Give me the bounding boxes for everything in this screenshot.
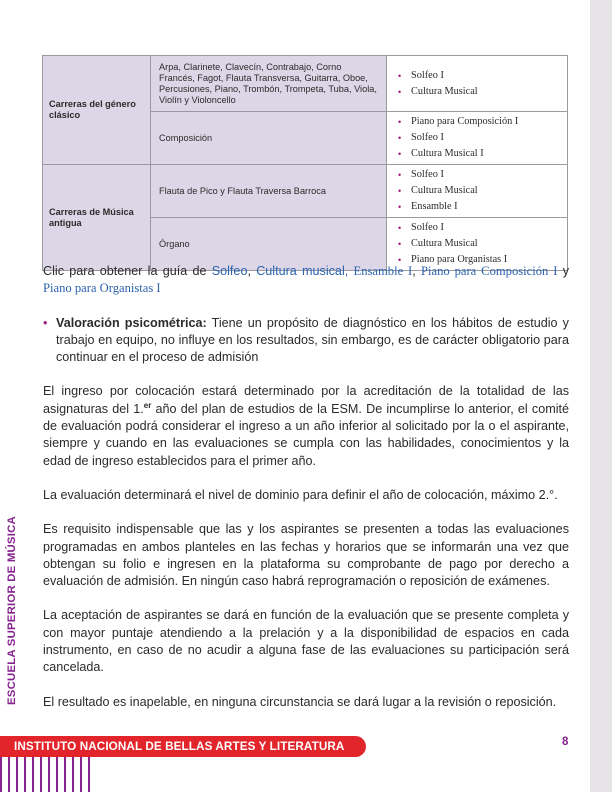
resultado-paragraph: El resultado es inapelable, en ninguna circunstancia se dará lugar a la revisión o reposición.: [43, 694, 557, 709]
subject-item: • Solfeo I: [397, 167, 559, 183]
footer-institution-bar: INSTITUTO NACIONAL DE BELLAS ARTES Y LITERATURA: [0, 736, 366, 757]
subject-item: • Cultura Musical I: [397, 146, 559, 162]
subject-item: • Cultura Musical: [397, 236, 559, 252]
link-piano-composicion[interactable]: Piano para Composición I: [421, 264, 558, 278]
genre-cell: Carreras del género clásico: [43, 56, 151, 165]
valoracion-label: Valoración psicométrica:: [56, 315, 207, 330]
career-cell: Composición: [151, 112, 387, 165]
guide-prefix: Clic para obtener la guía de: [43, 264, 207, 278]
page-number: 8: [562, 736, 569, 748]
requisito-paragraph: Es requisito indispensable que las y los aspirantes se presenten a todas las evaluaciones programadas en ambos planteles en las fechas y horarios que se informarán una vez que obtengan su folio e ingresen en la plataforma su comprobante de pago por derecho a evaluación de admisión. En ningún caso habrá reprogramación o reposición de exámenes.: [43, 522, 569, 589]
valoracion-text: Tiene un propósito de diagnóstico en los hábitos de estudio y trabajo en equipo, no influye en los resultados, sin embargo, es de carácter obligatorio para continuar en el proceso de admisión: [56, 315, 569, 365]
table-row: [43, 165, 568, 218]
valoracion-item: [43, 315, 569, 367]
careers-table: [42, 55, 568, 271]
subjects-cell: [387, 165, 568, 218]
career-cell: Arpa, Clarinete, Clavecín, Contrabajo, Corno Francés, Fagot, Flauta Transversa, Guitarra, Oboe, Percusiones, Piano, Trombón, Trompeta, Tuba, Viola, Violín y Violoncello: [151, 56, 387, 112]
link-piano-organistas[interactable]: Piano para Organistas I: [43, 281, 161, 296]
ingreso-paragraph: [43, 383, 569, 469]
subject-item: • Cultura Musical: [397, 84, 559, 100]
main-content: [43, 263, 569, 711]
career-cell: Flauta de Pico y Flauta Traversa Barroca: [151, 165, 387, 218]
link-cultura-musical[interactable]: Cultura musical,: [256, 264, 349, 278]
subjects-cell: [387, 112, 568, 165]
evaluacion-paragraph: La evaluación determinará el nivel de dominio para definir el año de colocación, máximo 2.°.: [43, 487, 558, 502]
genre-cell: Carreras de Música antigua: [43, 165, 151, 271]
guide-conjunction: y: [562, 264, 569, 278]
ingreso-ordinal: er: [143, 400, 152, 410]
guide-links-paragraph: Clic para obtener la guía de Solfeo, Cultura musical, Ensamble I, Piano para Composición I y Piano para Organistas I: [43, 264, 569, 296]
school-side-label: ESCUELA SUPERIOR DE MÚSICA: [6, 516, 18, 705]
subject-item: • Solfeo I: [397, 130, 559, 146]
table-row: [43, 56, 568, 112]
aceptacion-paragraph: La aceptación de aspirantes se dará en función de la evaluación que se presente completa y con mayor puntaje atendiendo a la prelación y a la disponibilidad de espacios en cada instrumento, en caso de no acudir a alguna fase de las evaluaciones su participación será cancelada.: [43, 608, 569, 675]
right-margin-strip: [590, 0, 612, 792]
subject-item: • Ensamble I: [397, 199, 559, 215]
decorative-stripes: [0, 757, 90, 792]
ingreso-text-a: El ingreso por colocación estará determinado por la acreditación de la totalidad de las asignaturas del 1.: [43, 384, 569, 416]
subject-item: • Solfeo I: [397, 220, 559, 236]
career-cell: Órgano: [151, 218, 387, 271]
link-solfeo[interactable]: Solfeo: [211, 264, 248, 278]
bullet-icon: •: [43, 315, 48, 330]
ingreso-text-b: año del plan de estudios de la ESM. De incumplirse lo anterior, el comité de evaluación podrá considerar el ingreso a un año inferior al solicitado por la o el aspirante, siempre y cuando en las evaluaciones se cumpla con las habilidades, conocimientos y la edad de ingreso establecidos para el primer año.: [43, 401, 569, 468]
subject-item: • Piano para Organistas I: [397, 252, 559, 268]
subjects-cell: [387, 56, 568, 112]
subject-item: • Solfeo I: [397, 68, 559, 84]
subject-item: • Cultura Musical: [397, 183, 559, 199]
subject-item: • Piano para Composición I: [397, 114, 559, 130]
link-ensamble[interactable]: Ensamble I: [353, 264, 413, 278]
